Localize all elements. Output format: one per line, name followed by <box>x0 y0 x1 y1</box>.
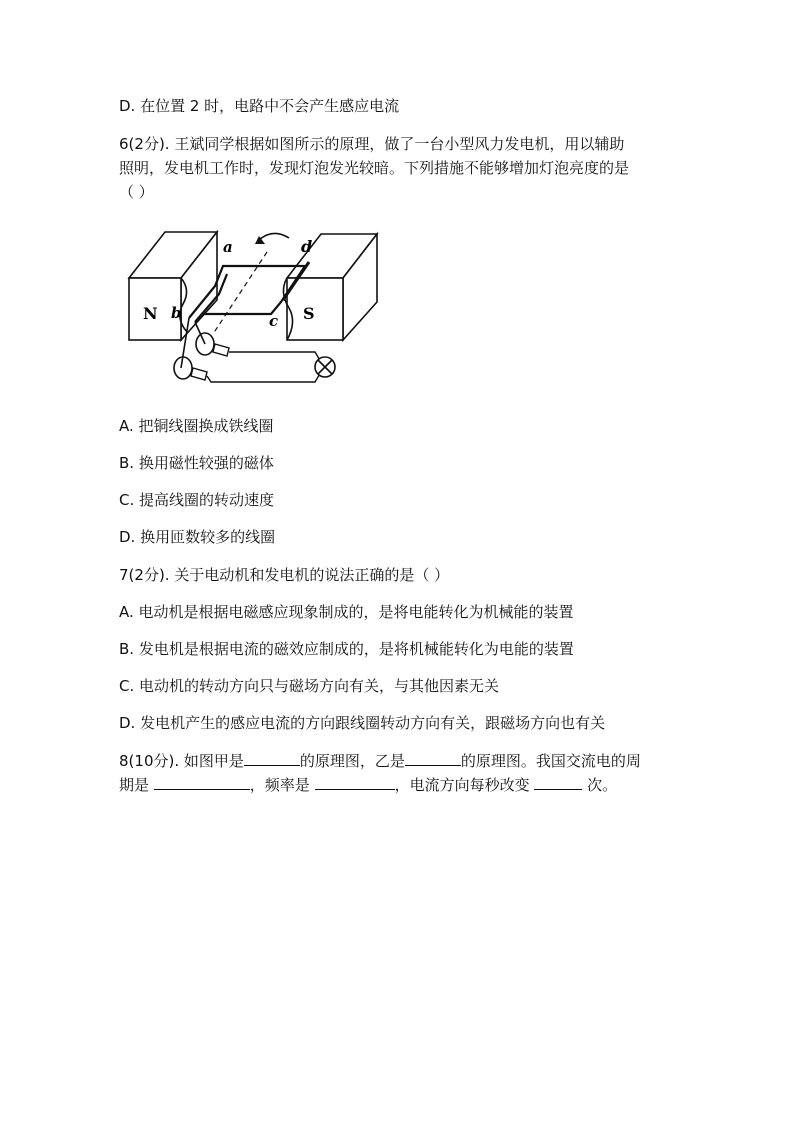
north-magnet <box>129 232 217 340</box>
q6-stem-line-1: 6(2分). 王斌同学根据如图所示的原理，做了一台小型风力发电机，用以辅助 <box>119 135 625 153</box>
external-wires <box>207 352 321 382</box>
q7-option-c: C. 电动机的转动方向只与磁场方向有关，与其他因素无关 <box>119 677 500 695</box>
generator-diagram <box>119 222 389 394</box>
q8-text-2a: 期是 <box>119 776 150 794</box>
q8-line-2 <box>119 775 617 795</box>
label-b: b <box>171 304 182 322</box>
q8-blank-2[interactable] <box>405 751 461 766</box>
south-label: S <box>303 304 315 323</box>
rotation-axis <box>213 252 267 334</box>
q7-option-a: A. 电动机是根据电磁感应现象制成的，是将电能转化为机械能的装置 <box>119 603 574 621</box>
q6-option-a: A. 把铜线圈换成铁线圈 <box>119 417 274 435</box>
q6-option-d: D. 换用匝数较多的线圈 <box>119 528 276 546</box>
q8-text-2b: ，频率是 <box>249 776 310 794</box>
q8-text-2d: 次。 <box>587 776 618 794</box>
q7-option-b: B. 发电机是根据电流的磁效应制成的，是将机械能转化为电能的装置 <box>119 640 574 658</box>
q6-option-c: C. 提高线圈的转动速度 <box>119 491 275 509</box>
q6-stem-line-2: 照明，发电机工作时，发现灯泡发光较暗。下列措施不能够增加灯泡亮度的是 <box>119 159 630 177</box>
q7-stem: 7(2分). 关于电动机和发电机的说法正确的是（ ） <box>119 566 450 584</box>
q8-text-1a: 8(10分). 如图甲是 <box>119 752 244 770</box>
q8-blank-changes[interactable] <box>534 775 582 790</box>
q8-blank-frequency[interactable] <box>315 775 395 790</box>
rotation-arrow <box>259 233 289 240</box>
q5-option-d: D. 在位置 2 时，电路中不会产生感应电流 <box>119 97 400 115</box>
lamp-icon <box>315 357 335 377</box>
q8-text-2c: ，电流方向每秒改变 <box>394 776 530 794</box>
q6-answer-bracket: （ ） <box>119 183 154 201</box>
q8-text-1c: 的原理图。我国交流电的周 <box>460 752 641 770</box>
q8-text-1b: 的原理图，乙是 <box>299 752 405 770</box>
label-a: a <box>223 238 233 256</box>
q8-line-1 <box>119 751 641 771</box>
q6-option-b: B. 换用磁性较强的磁体 <box>119 454 274 472</box>
q8-blank-period[interactable] <box>154 775 250 790</box>
q8-blank-1[interactable] <box>244 751 300 766</box>
north-label: N <box>143 304 158 323</box>
south-magnet <box>283 234 377 340</box>
label-d: d <box>301 237 313 256</box>
q7-option-d: D. 发电机产生的感应电流的方向跟线圈转动方向有关，跟磁场方向也有关 <box>119 714 606 732</box>
label-c: c <box>269 312 279 330</box>
